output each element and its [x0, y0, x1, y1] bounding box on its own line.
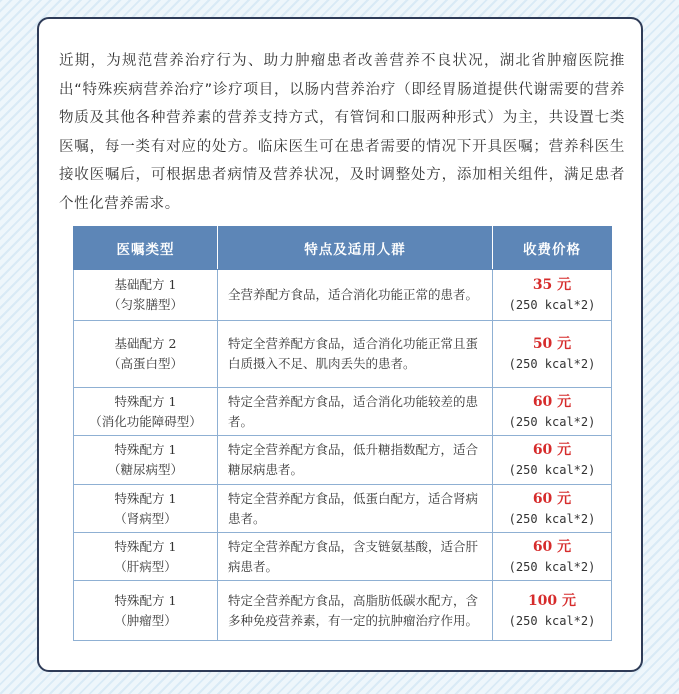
type-name: 特殊配方 1	[114, 490, 177, 506]
type-name: 基础配方 1	[114, 277, 177, 292]
price-cell	[493, 321, 612, 388]
table-row	[74, 436, 612, 485]
price-cell	[493, 533, 612, 581]
table-row	[74, 485, 612, 533]
desc-cell: 特定全营养配方食品，低升糖指数配方，适合糖尿病患者。	[218, 436, 493, 485]
type-name: 基础配方 2	[114, 336, 177, 351]
table-row	[74, 270, 612, 321]
type-cell	[74, 581, 218, 641]
type-subname: （匀浆膳型）	[107, 297, 183, 312]
header-type: 医嘱类型	[74, 227, 218, 270]
price-amount: 100 元	[527, 592, 577, 609]
table-row	[74, 321, 612, 388]
type-cell	[74, 485, 218, 533]
price-unit: (250 kcal*2)	[508, 511, 596, 526]
type-subname: （肾病型）	[114, 510, 177, 526]
type-cell	[74, 321, 218, 388]
desc-cell: 全营养配方食品，适合消化功能正常的患者。	[218, 270, 493, 321]
type-name: 特殊配方 1	[114, 592, 177, 608]
type-subname: （肿瘤型）	[114, 612, 177, 628]
type-name: 特殊配方 1	[114, 393, 177, 409]
type-cell	[74, 388, 218, 436]
price-cell	[493, 270, 612, 321]
price-amount: 35 元	[532, 277, 572, 293]
price-unit: (250 kcal*2)	[508, 298, 596, 312]
price-unit: (250 kcal*2)	[508, 463, 596, 477]
price-amount: 60 元	[532, 490, 572, 507]
price-amount: 60 元	[532, 538, 572, 555]
intro-paragraph: 近期，为规范营养治疗行为、助力肿瘤患者改善营养不良状况，湖北省肿瘤医院推出“特殊疾病营养治疗”诊疗项目，以肠内营养治疗（即经胃肠道提供代谢需要的营养物质及其他各种营养素的营养支持方式，有管饲和口服两种形式）为主，共设置七类医嘱，每一类有对应的处方。临床医生可在患者需要的情况下开具医嘱；营养科医生接收医嘱后，可根据患者病情及营养状况，及时调整处方，添加相关组件，满足患者个性化营养需求。	[59, 53, 625, 212]
article-card	[37, 17, 643, 672]
desc-cell: 特定全营养配方食品，适合消化功能正常且蛋白质摄入不足、肌肉丢失的患者。	[218, 321, 493, 388]
type-cell	[74, 436, 218, 485]
price-unit: (250 kcal*2)	[508, 613, 596, 628]
price-amount: 60 元	[532, 442, 572, 458]
type-subname: （糖尿病型）	[107, 462, 183, 477]
header-price: 收费价格	[493, 227, 612, 270]
table-row	[74, 581, 612, 641]
desc-cell: 特定全营养配方食品，适合消化功能较差的患者。	[218, 388, 493, 436]
table-header-row	[74, 227, 612, 270]
type-subname: （消化功能障碍型）	[89, 413, 202, 429]
table-row	[74, 388, 612, 436]
price-amount: 60 元	[532, 393, 572, 410]
header-desc: 特点及适用人群	[218, 227, 493, 270]
type-cell	[74, 533, 218, 581]
table-row	[74, 533, 612, 581]
price-cell	[493, 581, 612, 641]
price-unit: (250 kcal*2)	[508, 559, 596, 574]
price-unit: (250 kcal*2)	[508, 357, 596, 371]
price-cell	[493, 436, 612, 485]
type-name: 特殊配方 1	[114, 442, 177, 457]
price-unit: (250 kcal*2)	[508, 414, 596, 429]
price-cell	[493, 485, 612, 533]
type-subname: （肝病型）	[114, 558, 177, 574]
price-amount: 50 元	[532, 336, 572, 352]
type-name: 特殊配方 1	[114, 538, 177, 554]
price-table	[73, 226, 612, 641]
type-cell	[74, 270, 218, 321]
desc-cell: 特定全营养配方食品，含支链氨基酸，适合肝病患者。	[218, 533, 493, 581]
price-cell	[493, 388, 612, 436]
desc-cell: 特定全营养配方食品，高脂肪低碳水配方，含多种免疫营养素，有一定的抗肿瘤治疗作用。	[218, 581, 493, 641]
type-subname: （高蛋白型）	[107, 356, 183, 371]
desc-cell: 特定全营养配方食品，低蛋白配方，适合肾病患者。	[218, 485, 493, 533]
